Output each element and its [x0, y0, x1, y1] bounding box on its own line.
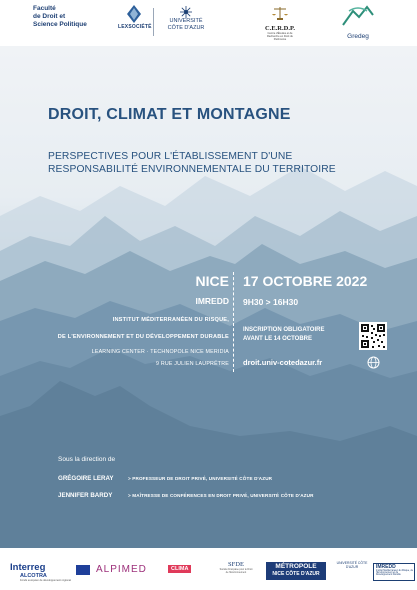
- director-name-1: GRÉGOIRE LERAY: [58, 475, 114, 482]
- event-date: 17 OCTOBRE 2022: [243, 273, 368, 289]
- poster-title: DROIT, CLIMAT ET MONTAGNE: [48, 106, 291, 123]
- faculty-line-3: Science Politique: [33, 21, 87, 28]
- director-name-2: JENNIFER BARDY: [58, 492, 113, 499]
- metropole-logo: [266, 562, 326, 580]
- univ-line-1: UNIVERSITÉ: [169, 18, 203, 24]
- direction-label: Sous la direction de: [58, 456, 116, 463]
- registration-line-1: INSCRIPTION OBLIGATOIRE: [243, 327, 325, 333]
- director-role-2: > MAÎTRESSE DE CONFÉRENCES EN DROIT PRIVÉ, UNIVERSITÉ CÔTE D'AZUR: [128, 493, 314, 498]
- faculty-line-1: Faculté: [33, 5, 56, 12]
- header-divider: [153, 8, 154, 36]
- interreg-sublabel: Fonds européen de développement régional: [20, 579, 71, 582]
- subtitle-line-2: RESPONSABILITÉ ENVIRONNEMENTALE DU TERRITOIRE: [48, 164, 336, 175]
- diamond-icon: [127, 5, 141, 23]
- lexsociete-logo: [118, 5, 150, 30]
- university-footer-logo: [336, 561, 368, 569]
- registration-note: [243, 326, 324, 344]
- venue-address-1: LEARNING CENTER · TECHNOPOLE NICE MERIDIA: [91, 349, 229, 355]
- institute-line-2: DE L'ENVIRONNEMENT ET DU DÉVELOPPEMENT DURABLE: [57, 334, 229, 340]
- university-logo: [158, 6, 214, 31]
- registration-line-2: AVANT LE 14 OCTOBRE: [243, 336, 313, 342]
- globe-icon: [367, 356, 380, 369]
- cerdp-sublabel: Centre d'Études et de Recherche en Droit du Patrimoine: [267, 32, 293, 41]
- faculty-logo: [33, 5, 87, 29]
- venue-institute: IMREDD: [195, 296, 229, 306]
- cerdp-label: C.E.R.D.P.: [265, 25, 295, 32]
- sfde-logo: [218, 561, 254, 574]
- dashed-divider: [233, 272, 234, 372]
- header-logos: [0, 0, 417, 46]
- imredd-label: IMREDD: [376, 564, 396, 570]
- gredeg-logo: [338, 5, 378, 40]
- clima-logo: CLIMA: [168, 565, 191, 573]
- gredeg-label: Gredeg: [347, 33, 369, 40]
- registration-link[interactable]: droit.univ-cotedazur.fr: [243, 358, 323, 367]
- alpimed-logo: ALPIMED: [96, 564, 147, 575]
- univ-line-2: CÔTE D'AZUR: [167, 24, 205, 31]
- imredd-sublabel: Institut Méditerranéen du Risque, de l'Environnement et du Développement Durable: [376, 570, 414, 576]
- cerdp-logo: [262, 6, 298, 41]
- metropole-line-1: MÉTROPOLE: [275, 563, 317, 570]
- gredeg-emblem-icon: [341, 5, 375, 27]
- eu-flag-icon: [76, 565, 90, 575]
- metropole-line-2: NICE CÔTE D'AZUR: [272, 571, 320, 577]
- venue-city: NICE: [195, 273, 229, 289]
- poster-subtitle: [48, 150, 336, 176]
- star-icon: [180, 6, 192, 18]
- scales-icon: [272, 6, 288, 20]
- sfde-label: SFDE: [228, 561, 244, 568]
- lexsociete-label: LEXSOCIÉTÉ: [118, 24, 152, 30]
- director-role-1: > PROFESSEUR DE DROIT PRIVÉ, UNIVERSITÉ CÔTE D'AZUR: [128, 476, 273, 481]
- interreg-logo: [10, 562, 71, 582]
- event-time: 9H30 > 16H30: [243, 297, 299, 307]
- faculty-line-2: de Droit et: [33, 13, 66, 20]
- footer-partners: [0, 548, 417, 590]
- interreg-label: Interreg: [10, 562, 46, 573]
- sfde-sublabel: Société Française pour le Droit de l'Environnement: [219, 568, 253, 574]
- institute-line-1: INSTITUT MÉDITERRANÉEN DU RISQUE,: [112, 317, 229, 323]
- alcotra-label: ALCOTRA: [20, 573, 47, 579]
- qr-code[interactable]: [359, 322, 387, 350]
- venue-address-2: 9 RUE JULIEN LAUPRÊTRE: [156, 361, 229, 367]
- uca-label: UNIVERSITÉ CÔTE D'AZUR: [336, 561, 368, 569]
- subtitle-line-1: PERSPECTIVES POUR L'ÉTABLISSEMENT D'UNE: [48, 151, 293, 162]
- imredd-logo: [373, 563, 415, 581]
